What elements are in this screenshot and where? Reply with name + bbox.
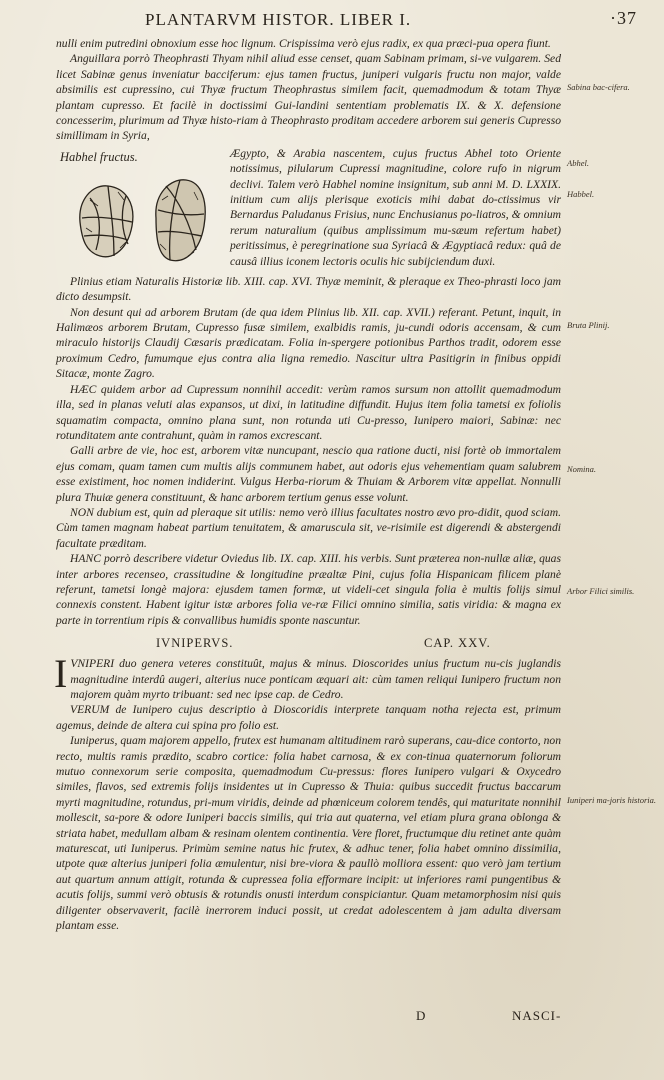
paragraph: NON dubium est, quin ad pleraque sit utilis: nemo verò illius facultates nostro ævo pro-didit, quod sciam. Cùm tamen magnam habeat partium tenuitatem, & amaruscula sit, ve-risimile est digerendi & abstergendi facultate præditam. — [56, 505, 561, 550]
figure-block — [56, 146, 561, 272]
paragraph: Plinius etiam Naturalis Historiæ lib. XIII. cap. XVI. Thyæ meminit, & pleraque ex Theo-phrasti loco jam dicto desumpsit. — [56, 274, 561, 304]
paragraph — [54, 651, 561, 702]
figure-side-text: Ægypto, & Arabia nascentem, cujus fructus Abhel toto Oriente notissimus, pilularum Cupressi magnitudine, colore rufo in nigrum declivi. Talem verò Habhel nomine insignitum, sub anni M. D. LXXIX. initium cum alijs plerisque exoticis mihi dabat do-ctissimus vir Bernardus Paludanus Frisius, nunc Enchusianus po-liatros, & omnium rerum naturalium (quibus amplissimum mu-sæum refertum habet) peritissimus, è peregrinatione sua Syriacâ & Ægyptiacâ redux: quâ de causâ illius iconem lectoris oculis hic subijciendum duxi. — [230, 146, 561, 268]
paragraph: nulli enim putredini obnoxium esse hoc lignum. Crispissima verò ejus radix, ex qua præci-pua opera fiunt. — [56, 37, 551, 50]
catchword: NASCI- — [512, 1008, 562, 1023]
paragraph: Galli arbre de vie, hoc est, arborem vitæ nuncupant, nescio qua ratione ducti, nisi fortè ob immortalem ejus comam, quam tamen cum multis alijs communem habet, aut odoris ejus vehementiam quam salubrem esse existiment, hoc nomen indiderint. Vulgus Herba-riorum & Thuiam & Arborem vitæ appellat. Nonnulli plura Thuiæ genera constituunt, & hanc arborem tertium genus esse volunt. — [56, 444, 561, 504]
margin-note-bruta: Bruta Plinij. — [567, 320, 610, 330]
signature-mark: D — [416, 1008, 426, 1023]
running-title: PLANTARVM HISTOR. LIBER I. — [145, 10, 412, 29]
margin-note-iuniperi: Iuniperi ma-joris historia. — [567, 795, 657, 805]
paragraph: VERUM de Iunipero cujus descriptio à Dioscoridis interprete tanquam notha rejecta est, primum agemus, deinde de altera cui spina pro folio est. — [56, 703, 561, 732]
margin-note-arbor-filici: Arbor Filici similis. — [567, 586, 635, 596]
figure-caption: Habhel fructus. — [60, 149, 138, 164]
paragraph: Iuniperus, quam majorem appello, frutex est humanam altitudinem rarò superans, cau-dice contorto, non recto, multis ramis prædito, scabro cortice: folia habet carnosa, & ex con-tinua quaternorum foliorum mutuo connexorum serie composita, quemadmodum Cu-pressus: flores Iunipero vulgari & Oxycedro similes, flavos, sed extremis folijs insidentes ut in Cupresso & Thuia: quibus succedit fructus baccarum myrti magnitudine, rotundus, pri-mum viridis, deinde ad phœniceum colorem tendês, qui maturitate nonnihil mollescit, sa-pore & odore Iuniperi baccis similis, qui tria aut quaterna, vel etiam plura grana oblonga & striata habet, medullam albam & resinam olentem continentia. Vere floret, fructumque diu retinet ante quàm maturescat, uti Iuniperus. Primùm semine natus hic frutex, & adhuc tener, folia habet omnino dissimilia, utpote quæ alterius juniperi folia æmulentur, nisi bre-viora & paullò molliora essent: quo verò jam tertium aut quartum annum attigit, rotunda & cupressea folia efformare incipit: ut inferiores rami pungentibus & acutis folijs, summi verò obtusis & rotundis onusti interdum conspiciantur. Quam metamorphosim nisi quis diligenter observaverit, facilè inerrorem induci possit, ut credat adolescentem à jam adulta diversam plantam esse. — [56, 734, 561, 933]
paragraph-text: VNIPERI duo genera veteres constituût, majus & minus. Dioscorides unius fructum nu-cis juglandis magnitudine interdû augeri, alterius nuce ponticam æquari ait: cùm tamen reliqui Iunipero fructum non majorem quàm myrto tribuant: sed nec ipse cap. de Cedro. — [70, 657, 561, 701]
habhel-fruit-woodcut — [70, 170, 210, 270]
margin-note-habbel: Habbel. — [567, 189, 595, 199]
margin-note-nomina: Nomina. — [567, 464, 597, 474]
main-text — [56, 36, 561, 934]
margin-note-sabina: Sabina bac-cifera. — [567, 82, 630, 92]
page-footer — [0, 1008, 664, 1028]
chapter-heading — [56, 634, 561, 654]
chapter-number: CAP. XXV. — [424, 636, 491, 651]
drop-capital: I — [54, 651, 68, 697]
page-number: ·37 — [610, 8, 637, 28]
margin-note-abhel: Abhel. — [567, 158, 589, 168]
paragraph: HANC porrò describere videtur Oviedus lib. IX. cap. XIII. his verbis. Sunt præterea non-nullæ aliæ, quas inter arbores recenseo, crassitudine & longitudine præaltæ Pini, cujus folia Hispanicam filicem planè referunt, tametsi longè majora: ejusdem tamen formæ, ut videli-cet singula folia è multis folijs simul connexis constent. Habent igitur istæ arbores folia ve-ræ Filici omnino similia, satis viridia: & magna ex parte in torrentium ripis & convallibus humidis sponte nascuntur. — [56, 552, 561, 627]
running-header — [0, 10, 664, 32]
paragraph: Non desunt qui ad arborem Brutam (de qua idem Plinius lib. XII. cap. XVII.) referant. Petunt, inquit, in Halimæos arborem Brutam, Cupresso fusæ similem, exalbidis ramis, ju-cundi odoris accensam, & cum miraculo historijs Claudij Cæsaris prædicatam. Folia in-spergere potionibus Parthos tradit, odorem esse proximum Cedro, fumumque ejus contra alia ligna remedio. Nascitur ultra Pasitigrin in finibus oppidi Sitacæ, monte Zagro. — [56, 305, 561, 381]
paragraph: HÆC quidem arbor ad Cupressum nonnihil accedit: verùm ramos sursum non attollit quemadmodum illa, sed in planas veluti alas expansos, ut dixi, in latitudine diffundit. Hujus item folia tametsi ex foliolis squamatim compacta, omnino plana sunt, non rotunda uti Cu-presso, Iunipero maiori, Sabinæ: nec rotunditatem ante contrahunt, quàm in ramos excrescant. — [56, 382, 561, 442]
paragraph: Anguillara porrò Theophrasti Thyam nihil aliud esse censet, quam Sabinam primam, si-ve vulgarem. Sed licet Sabinæ genus inveniatur bacciferum: ejus tamen fructus, juniperi vulgaris fructu non major, valde absimilis est cupressino, cui Thyæ fructum Theophrastus similem facit, quemadmodum & totam Thyæ plantam cupresso. Et facilè in doctissimi Gui-landini sententiam problematis IX. & X. defensione concesserim, plurimum ad Thyæ histo-riam à Theophrasto proditam accedere arborem sui generis Cupresso simillimam in Syria, — [56, 52, 561, 143]
chapter-title: IVNIPERVS. — [156, 636, 234, 651]
